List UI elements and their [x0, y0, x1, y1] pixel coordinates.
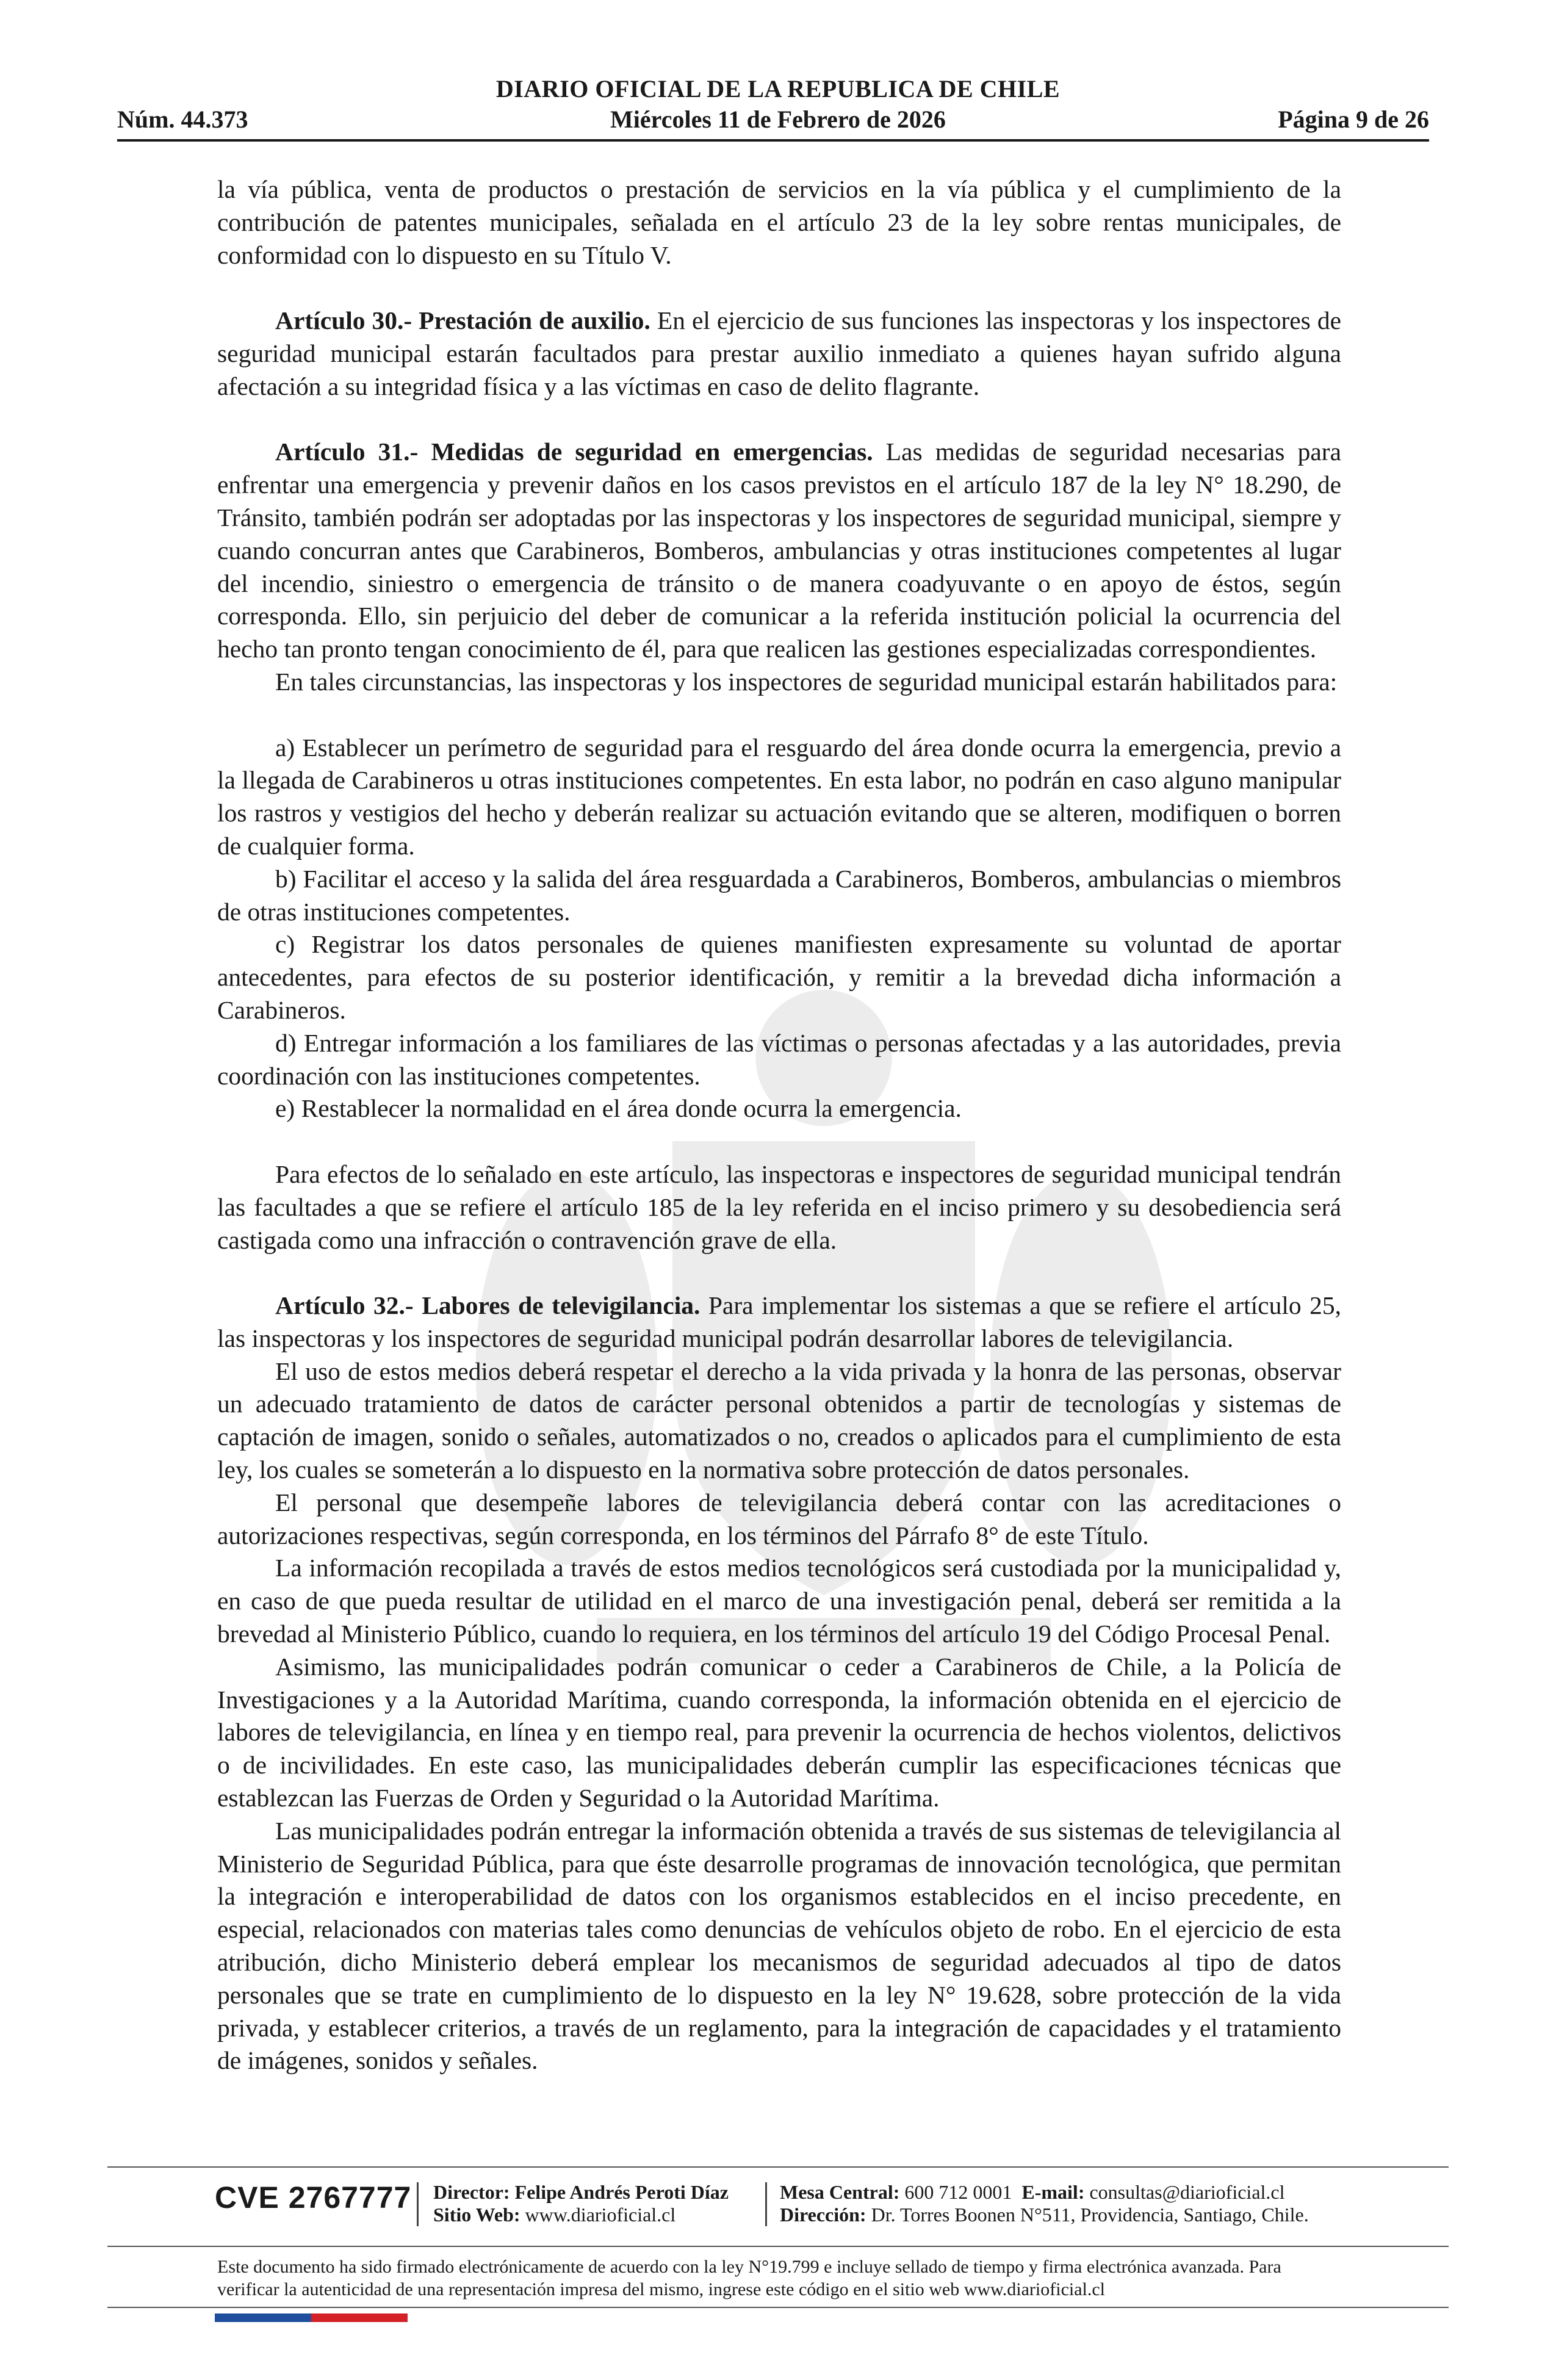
site-link[interactable]: www.diarioficial.cl [525, 2204, 676, 2226]
footer-separator [417, 2182, 419, 2226]
paragraph: El uso de estos medios deberá respetar el derecho a la vida privada y la honra de las personas, observar un adecuado tratamiento de datos de carácter personal obtenidos a partir de tecnologías y sistemas de captación de imagen, sonido o señales, automatizados o no, creados o aplicados para el cumplimiento de esta ley, los cuales se someterán a lo dispuesto en la normativa sobre protección de datos personales. [217, 1357, 1341, 1484]
list-item-d: d) Entregar información a los familiares de las víctimas o personas afectadas y a las autoridades, previa coordinación con las instituciones competentes. [217, 1028, 1341, 1090]
list-item-c: c) Registrar los datos personales de quienes manifiesten expresamente su voluntad de aportar antecedentes, para efectos de su posterior identificación, y remitir a la brevedad dicha información a Carabineros. [217, 930, 1341, 1024]
newspaper-title: DIARIO OFICIAL DE LA REPUBLICA DE CHILE [495, 75, 1061, 103]
paragraph: la vía pública, venta de productos o prestación de servicios en la vía pública y el cumplimiento de la contribución de patentes municipales, señalada en el artículo 23 de la ley sobre rentas municipales, de conformidad con lo dispuesto en su Título V. [217, 175, 1341, 269]
paragraph: En tales circunstancias, las inspectoras y los inspectores de seguridad municipal estarán habilitados para: [275, 667, 1338, 696]
issue-date: Miércoles 11 de Febrero de 2026 [610, 106, 946, 133]
director-name: Felipe Andrés Peroti Díaz [514, 2181, 729, 2203]
paragraph: La información recopilada a través de estos medios tecnológicos será custodiada por la municipalidad y, en caso de que pueda resultar de utilidad en el marco de una investigación penal, deberá ser remitida a la brevedad al Ministerio Público, cuando lo requiera, en los términos del artículo 19 del Código Procesal Penal. [217, 1554, 1341, 1648]
legal-notice: Este documento ha sido firmado electrónicamente de acuerdo con la ley N°19.799 e incluye sellado de tiempo y firma electrónica avanzada. Para verificar la autenticidad de una representación impresa del mismo, ingrese este código en el sitio web www.diarioficial.cl [217, 2257, 1281, 2299]
footer-divider [107, 2246, 1449, 2247]
list-item-b: b) Facilitar el acceso y la salida del área resguardada a Carabineros, Bomberos, ambulancias o miembros de otras instituciones competentes. [217, 864, 1341, 926]
article-31-title: Artículo 31.- Medidas de seguridad en emergencias. [275, 438, 873, 466]
article-30-text: En el ejercicio de sus funciones las inspectoras y los inspectores de seguridad municipal estarán facultados para prestar auxilio inmediato a quienes hayan sufrido alguna afectación a su integridad física y a las víctimas en caso de delito flagrante. [217, 306, 1341, 400]
flag-stripe-blue [215, 2313, 311, 2322]
article-32-title: Artículo 32.- Labores de televigilancia. [275, 1291, 701, 1320]
article-30 [217, 305, 1341, 403]
email-link[interactable]: consultas@diarioficial.cl [1089, 2181, 1285, 2203]
footer-separator [765, 2182, 767, 2226]
footer-divider [107, 2307, 1449, 2308]
cve-code: CVE 2767777 [215, 2180, 412, 2215]
footer-director-block [433, 2181, 729, 2226]
article-32 [217, 1289, 1341, 1355]
paragraph: El personal que desempeñe labores de televigilancia deberá contar con las acreditaciones o autorizaciones respectivas, según corresponda, en los términos del Párrafo 8° de este Título. [217, 1488, 1341, 1549]
footer-contact-block [780, 2181, 1309, 2226]
document-body [217, 173, 1341, 2077]
flag-stripe-red [311, 2313, 408, 2322]
article-30-title: Artículo 30.- Prestación de auxilio. [275, 306, 650, 335]
paragraph: Asimismo, las municipalidades podrán comunicar o ceder a Carabineros de Chile, a la Policía de Investigaciones y a la Autoridad Marítima, cuando corresponda, la información obtenida en el ejercicio de labores de televigilancia, en línea y en tiempo real, para prevenir la ocurrencia de hechos violentos, delictivos o de incivilidades. En este caso, las municipalidades deberán cumplir las especificaciones técnicas que establezcan las Fuerzas de Orden y Seguridad o la Autoridad Marítima. [217, 1652, 1341, 1812]
article-32-text: Para implementar los sistemas a que se refiere el artículo 25, las inspectoras y los inspectores de seguridad municipal podrán desarrollar labores de televigilancia. [217, 1291, 1341, 1352]
address-value: Dr. Torres Boonen N°511, Providencia, Santiago, Chile. [871, 2204, 1309, 2226]
article-31-text: Las medidas de seguridad necesarias para enfrentar una emergencia y prevenir daños en los casos previstos en el artículo 187 de la ley N° 18.290, de Tránsito, también podrán ser adoptadas por las inspectoras y los inspectores de seguridad municipal, siempre y cuando concurran antes que Carabineros, Bomberos, ambulancias y otras instituciones competentes al lugar del incendio, siniestro o emergencia de tránsito o de manera coadyuvante o en apoyo de éstos, según corresponda. Ello, sin perjuicio del deber de comunicar a la referida institución policial la ocurrencia del hecho tan pronto tengan conocimiento de él, para que realicen las gestiones especializadas correspondientes. [217, 438, 1341, 663]
email-label: E-mail: [1021, 2181, 1085, 2203]
site-label: Sitio Web: [433, 2204, 520, 2226]
address-label: Dirección: [780, 2204, 866, 2226]
footer-divider [107, 2166, 1449, 2168]
issue-number: Núm. 44.373 [117, 106, 248, 133]
header-divider [117, 139, 1429, 142]
mesa-phone: 600 712 0001 [904, 2181, 1012, 2203]
article-31 [217, 436, 1341, 666]
director-label: Director: [433, 2181, 510, 2203]
mesa-label: Mesa Central: [780, 2181, 900, 2203]
paragraph: Las municipalidades podrán entregar la información obtenida a través de sus sistemas de televigilancia al Ministerio de Seguridad Pública, para que éste desarrolle programas de innovación tecnológica, que permitan la integración e interoperabilidad de datos con los organismos establecidos en el inciso precedente, en especial, relacionados con materias tales como denuncias de vehículos objeto de robo. En el ejercicio de esta atribución, dicho Ministerio deberá emplear los mecanismos de seguridad adecuados al tipo de datos personales que se trate en cumplimiento de lo dispuesto en la ley N° 19.628, sobre protección de la vida privada, y establecer criterios, a través de un reglamento, para la integración de capacidades y el tratamiento de imágenes, sonidos y señales. [217, 1816, 1341, 2075]
paragraph: Para efectos de lo señalado en este artículo, las inspectoras e inspectores de seguridad municipal tendrán las facultades a que se refiere el artículo 185 de la ley referida en el inciso primero y su desobediencia será castigada como una infracción o contravención grave de ella. [217, 1159, 1341, 1254]
page-number: Página 9 de 26 [1278, 106, 1429, 133]
list-item-e: e) Restablecer la normalidad en el área donde ocurra la emergencia. [275, 1094, 962, 1123]
list-item-a: a) Establecer un perímetro de seguridad para el resguardo del área donde ocurra la emergencia, previo a la llegada de Carabineros u otras instituciones competentes. En esta labor, no podrán en caso alguno manipular los rastros y vestigios del hecho y deberán realizar su actuación evitando que se alteren, modifiquen o borren de cualquier forma. [217, 733, 1341, 860]
